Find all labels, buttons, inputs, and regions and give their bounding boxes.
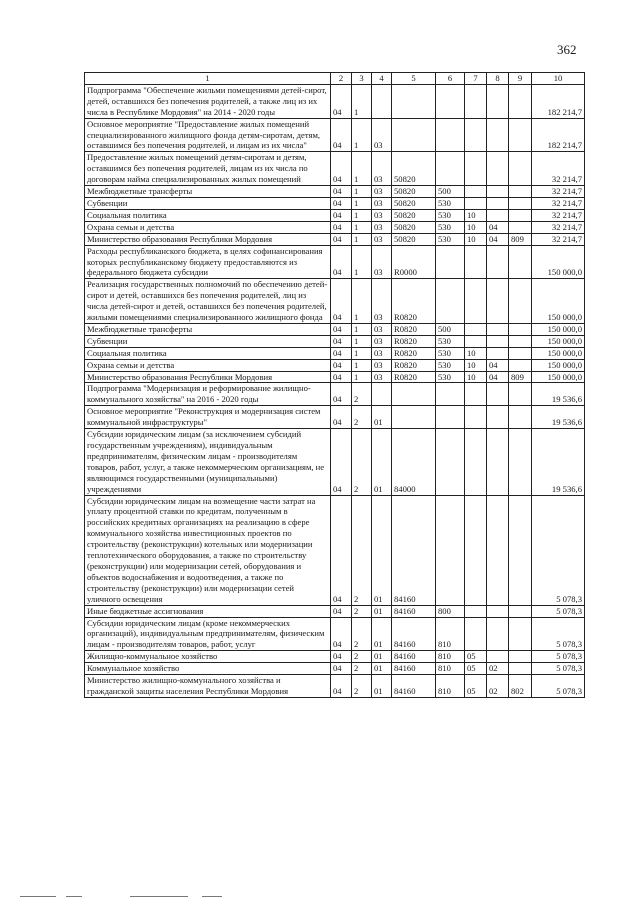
cell-code: 04	[487, 221, 509, 233]
cell-code: 03	[372, 347, 392, 359]
cell-amount: 5 078,3	[532, 663, 585, 675]
cell-code	[509, 197, 532, 209]
cell-amount: 5 078,3	[532, 617, 585, 651]
row-name: Субсидии юридическим лицам (кроме некоммерческих организаций), индивидуальным предпринимателям, физическим лицам - производителям товаров, работ, услуг	[85, 617, 331, 651]
cell-code: 04	[331, 209, 352, 221]
cell-code: 04	[487, 371, 509, 383]
cell-code: 2	[352, 383, 372, 406]
cell-code: 04	[331, 335, 352, 347]
cell-code	[436, 245, 465, 279]
column-header: 5	[392, 73, 436, 85]
cell-code: 530	[436, 359, 465, 371]
cell-code	[465, 118, 487, 152]
cell-code: 810	[436, 675, 465, 698]
cell-code	[372, 383, 392, 406]
row-name: Расходы республиканского бюджета, в целях софинансирования которых республиканскому бюджету предоставляются из федерального бюджета субсидии	[85, 245, 331, 279]
cell-code: 03	[372, 209, 392, 221]
cell-code: 04	[487, 359, 509, 371]
cell-code	[436, 118, 465, 152]
row-name: Субвенции	[85, 197, 331, 209]
cell-code: 10	[465, 359, 487, 371]
cell-code	[509, 347, 532, 359]
column-header: 8	[487, 73, 509, 85]
cell-code: 04	[331, 495, 352, 605]
column-header: 2	[331, 73, 352, 85]
cell-code: 01	[372, 617, 392, 651]
cell-code	[436, 429, 465, 495]
cell-code: 50820	[392, 233, 436, 245]
cell-code: 1	[352, 209, 372, 221]
cell-code	[436, 84, 465, 118]
row-name: Министерство образования Республики Мордовия	[85, 371, 331, 383]
table-row	[85, 197, 585, 209]
cell-amount: 150 000,0	[532, 359, 585, 371]
row-name: Социальная политика	[85, 209, 331, 221]
cell-code	[509, 152, 532, 186]
cell-code	[487, 84, 509, 118]
cell-code	[509, 186, 532, 198]
cell-code: 03	[372, 335, 392, 347]
table-row	[85, 651, 585, 663]
cell-code	[509, 335, 532, 347]
cell-code: 500	[436, 186, 465, 198]
cell-code: 04	[331, 323, 352, 335]
cell-code: 810	[436, 617, 465, 651]
cell-code: 04	[331, 617, 352, 651]
cell-code: 04	[331, 245, 352, 279]
column-header: 3	[352, 73, 372, 85]
column-header: 7	[465, 73, 487, 85]
cell-code: 530	[436, 209, 465, 221]
cell-code: 01	[372, 429, 392, 495]
row-name: Министерство жилищно-коммунального хозяйства и гражданской защиты населения Республики Мордовия	[85, 675, 331, 698]
cell-code: 1	[352, 323, 372, 335]
scan-marks	[20, 893, 320, 899]
table-row	[85, 118, 585, 152]
cell-code	[465, 495, 487, 605]
cell-code	[392, 383, 436, 406]
cell-code	[487, 429, 509, 495]
cell-code	[392, 118, 436, 152]
cell-code: 810	[436, 651, 465, 663]
column-header: 9	[509, 73, 532, 85]
cell-amount: 32 214,7	[532, 209, 585, 221]
table-row	[85, 209, 585, 221]
cell-code: 04	[331, 383, 352, 406]
cell-code: 2	[352, 617, 372, 651]
cell-code: 50820	[392, 152, 436, 186]
table-row	[85, 335, 585, 347]
cell-code: 04	[331, 406, 352, 429]
column-header: 1	[85, 73, 331, 85]
cell-code	[487, 383, 509, 406]
cell-code	[436, 406, 465, 429]
cell-code: 2	[352, 651, 372, 663]
cell-code: 2	[352, 663, 372, 675]
cell-code	[487, 245, 509, 279]
cell-code	[465, 84, 487, 118]
cell-code: 03	[372, 371, 392, 383]
cell-code	[487, 279, 509, 324]
cell-code: 2	[352, 495, 372, 605]
cell-code: 03	[372, 359, 392, 371]
cell-code: 1	[352, 245, 372, 279]
cell-code: 01	[372, 675, 392, 698]
cell-code	[509, 651, 532, 663]
cell-amount: 150 000,0	[532, 335, 585, 347]
table-row	[85, 406, 585, 429]
cell-code	[509, 118, 532, 152]
cell-code	[372, 84, 392, 118]
cell-code	[465, 406, 487, 429]
cell-code: 50820	[392, 209, 436, 221]
cell-code	[392, 84, 436, 118]
cell-code: 03	[372, 323, 392, 335]
cell-code	[509, 406, 532, 429]
table-row	[85, 221, 585, 233]
cell-code: 04	[331, 371, 352, 383]
cell-code	[436, 279, 465, 324]
cell-code	[487, 651, 509, 663]
cell-code: 04	[331, 675, 352, 698]
cell-code: 2	[352, 605, 372, 617]
cell-amount: 32 214,7	[532, 197, 585, 209]
table-row	[85, 323, 585, 335]
budget-table	[84, 72, 585, 698]
cell-code: R0820	[392, 323, 436, 335]
cell-amount: 5 078,3	[532, 605, 585, 617]
row-name: Субсидии юридическим лицам на возмещение части затрат на уплату процентной ставки по кредитам, полученным в российских кредитных организациях на реализацию в сфере коммунального хозяйства инвестиционных проектов по строительству (реконструкции) котельных или модернизации теплотехнического оборудования, а также по строительству (реконструкции) или модернизации сетей, оборудования и объектов водоснабжения и водоотведения, а также по строительству (реконструкции) или модернизации сетей уличного освещения	[85, 495, 331, 605]
cell-code	[436, 495, 465, 605]
cell-code: 01	[372, 663, 392, 675]
cell-code: 10	[465, 347, 487, 359]
cell-amount: 19 536,6	[532, 383, 585, 406]
cell-code: 1	[352, 221, 372, 233]
cell-code	[509, 209, 532, 221]
cell-code	[465, 335, 487, 347]
cell-code: 84160	[392, 663, 436, 675]
cell-code	[465, 152, 487, 186]
cell-code	[509, 323, 532, 335]
cell-code: 04	[331, 651, 352, 663]
cell-code: 50820	[392, 221, 436, 233]
table-row	[85, 383, 585, 406]
cell-code: 530	[436, 371, 465, 383]
table-row	[85, 605, 585, 617]
cell-code: 800	[436, 605, 465, 617]
cell-code: 04	[487, 233, 509, 245]
cell-amount: 150 000,0	[532, 279, 585, 324]
cell-code	[509, 359, 532, 371]
cell-code: 802	[509, 675, 532, 698]
cell-code: 84000	[392, 429, 436, 495]
cell-code	[487, 605, 509, 617]
cell-code: 04	[331, 186, 352, 198]
cell-code	[509, 429, 532, 495]
row-name: Реализация государственных полномочий по обеспечению детей-сирот и детей, оставшихся без попечения родителей, лиц из числа детей-сирот и детей, оставшихся без попечения родителей, жилыми помещениями специализированного жилищного фонда	[85, 279, 331, 324]
cell-amount: 150 000,0	[532, 371, 585, 383]
cell-amount: 5 078,3	[532, 495, 585, 605]
cell-code: 530	[436, 233, 465, 245]
cell-code	[465, 429, 487, 495]
table-row	[85, 84, 585, 118]
cell-code	[465, 323, 487, 335]
cell-code: 04	[331, 359, 352, 371]
cell-code: R0000	[392, 245, 436, 279]
cell-code	[487, 495, 509, 605]
cell-amount: 5 078,3	[532, 675, 585, 698]
cell-code: 03	[372, 197, 392, 209]
cell-code: 04	[331, 221, 352, 233]
cell-amount: 32 214,7	[532, 152, 585, 186]
cell-code: 50820	[392, 197, 436, 209]
table-row	[85, 663, 585, 675]
cell-code: 1	[352, 197, 372, 209]
cell-code: 1	[352, 359, 372, 371]
table-row	[85, 245, 585, 279]
cell-amount: 32 214,7	[532, 186, 585, 198]
cell-code: 03	[372, 221, 392, 233]
cell-code	[509, 495, 532, 605]
cell-amount: 19 536,6	[532, 406, 585, 429]
cell-code: 03	[372, 245, 392, 279]
cell-code: 1	[352, 335, 372, 347]
cell-code: 05	[465, 675, 487, 698]
cell-code: 1	[352, 118, 372, 152]
cell-code	[465, 617, 487, 651]
page-number: 362	[557, 42, 577, 57]
cell-code: R0820	[392, 347, 436, 359]
cell-code: 01	[372, 605, 392, 617]
cell-code: 84160	[392, 617, 436, 651]
cell-amount: 150 000,0	[532, 245, 585, 279]
cell-code	[465, 197, 487, 209]
row-name: Социальная политика	[85, 347, 331, 359]
table-row	[85, 429, 585, 495]
cell-code: 03	[372, 186, 392, 198]
cell-code	[509, 245, 532, 279]
table-row	[85, 359, 585, 371]
cell-code	[509, 605, 532, 617]
cell-code: 04	[331, 605, 352, 617]
cell-code: 02	[487, 663, 509, 675]
cell-code: 10	[465, 233, 487, 245]
row-name: Предоставление жилых помещений детям-сиротам и детям, оставшимся без попечения родителей, лицам из их числа по договорам найма специализированных жилых помещений	[85, 152, 331, 186]
cell-code	[465, 245, 487, 279]
row-name: Подпрограмма "Обеспечение жильми помещениями детей-сирот, детей, оставшихся без попечения родителей, а также лиц из их числа в Республике Мордовия" на 2014 - 2020 годы	[85, 84, 331, 118]
cell-amount: 182 214,7	[532, 84, 585, 118]
cell-code: 530	[436, 197, 465, 209]
cell-amount: 19 536,6	[532, 429, 585, 495]
row-name: Межбюджетные трансферты	[85, 186, 331, 198]
cell-code: 530	[436, 221, 465, 233]
cell-code: 1	[352, 186, 372, 198]
cell-code: 04	[331, 197, 352, 209]
table-row	[85, 495, 585, 605]
row-name: Субсидии юридическим лицам (за исключением субсидий государственным учреждениям), индивидуальным предпринимателям, физическим лицам - производителям товаров, работ, услуг, а также некоммерческим организациям, не являющимся государственными (муниципальными) учреждениями	[85, 429, 331, 495]
cell-code: 2	[352, 406, 372, 429]
cell-amount: 182 214,7	[532, 118, 585, 152]
cell-code	[509, 663, 532, 675]
row-name: Межбюджетные трансферты	[85, 323, 331, 335]
table-row	[85, 675, 585, 698]
row-name: Коммунальное хозяйство	[85, 663, 331, 675]
cell-code	[465, 605, 487, 617]
cell-code	[509, 279, 532, 324]
column-header: 10	[532, 73, 585, 85]
cell-code: 02	[487, 675, 509, 698]
cell-code: 809	[509, 371, 532, 383]
cell-code: 04	[331, 84, 352, 118]
cell-code: 04	[331, 347, 352, 359]
cell-amount: 32 214,7	[532, 221, 585, 233]
row-name: Основное мероприятие "Предоставление жилых помещений специализированного жилищного фонда детям-сиротам, детям, оставшимся без попечения родителей, и лицам из их числа"	[85, 118, 331, 152]
row-name: Иные бюджетные ассигнования	[85, 605, 331, 617]
cell-code: 05	[465, 651, 487, 663]
cell-code: 2	[352, 429, 372, 495]
cell-code: 10	[465, 221, 487, 233]
cell-code: 2	[352, 675, 372, 698]
cell-code	[487, 197, 509, 209]
cell-code: R0820	[392, 359, 436, 371]
cell-code: 01	[372, 406, 392, 429]
cell-amount: 150 000,0	[532, 347, 585, 359]
table-row	[85, 152, 585, 186]
cell-code: 04	[331, 152, 352, 186]
cell-code: 01	[372, 651, 392, 663]
cell-code: 1	[352, 371, 372, 383]
cell-code: R0820	[392, 371, 436, 383]
cell-amount: 32 214,7	[532, 233, 585, 245]
cell-amount: 5 078,3	[532, 651, 585, 663]
cell-code	[436, 152, 465, 186]
cell-code	[465, 186, 487, 198]
cell-code	[487, 406, 509, 429]
cell-code: 500	[436, 323, 465, 335]
cell-code: 04	[331, 279, 352, 324]
cell-code: 04	[331, 233, 352, 245]
cell-code: 03	[372, 118, 392, 152]
cell-code: 03	[372, 279, 392, 324]
table-row	[85, 347, 585, 359]
row-name: Жилищно-коммунальное хозяйство	[85, 651, 331, 663]
cell-code	[487, 209, 509, 221]
table-row	[85, 186, 585, 198]
table-row	[85, 371, 585, 383]
cell-code	[509, 221, 532, 233]
cell-code: 10	[465, 371, 487, 383]
cell-code: 1	[352, 233, 372, 245]
cell-code: 810	[436, 663, 465, 675]
row-name: Министерство образования Республики Мордовия	[85, 233, 331, 245]
cell-code: 1	[352, 84, 372, 118]
header-row	[85, 73, 585, 85]
row-name: Субвенции	[85, 335, 331, 347]
cell-code: 05	[465, 663, 487, 675]
cell-code: 809	[509, 233, 532, 245]
cell-code: 03	[372, 233, 392, 245]
cell-code: 84160	[392, 495, 436, 605]
cell-code	[509, 84, 532, 118]
cell-code: 01	[372, 495, 392, 605]
cell-code: 84160	[392, 605, 436, 617]
cell-code	[487, 118, 509, 152]
cell-code	[465, 279, 487, 324]
cell-code	[509, 383, 532, 406]
cell-code: 10	[465, 209, 487, 221]
row-name: Подпрограмма "Модернизация и реформирование жилищно-коммунального хозяйства" на 2016 - 2020 годы	[85, 383, 331, 406]
table-row	[85, 279, 585, 324]
cell-code: 1	[352, 279, 372, 324]
cell-code	[465, 383, 487, 406]
cell-code: 530	[436, 347, 465, 359]
cell-code	[487, 617, 509, 651]
cell-code: 84160	[392, 651, 436, 663]
cell-code	[487, 323, 509, 335]
cell-code: R0820	[392, 279, 436, 324]
row-name: Охрана семьи и детства	[85, 359, 331, 371]
cell-code: 1	[352, 347, 372, 359]
row-name: Охрана семьи и детства	[85, 221, 331, 233]
cell-code: R0820	[392, 335, 436, 347]
cell-amount: 150 000,0	[532, 323, 585, 335]
column-header: 6	[436, 73, 465, 85]
cell-code: 04	[331, 118, 352, 152]
cell-code	[509, 617, 532, 651]
column-header: 4	[372, 73, 392, 85]
cell-code: 1	[352, 152, 372, 186]
cell-code	[436, 383, 465, 406]
cell-code: 84160	[392, 675, 436, 698]
cell-code	[487, 152, 509, 186]
cell-code	[487, 347, 509, 359]
row-name: Основное мероприятие "Реконструкция и модернизация систем коммунальной инфраструктуры"	[85, 406, 331, 429]
cell-code: 50820	[392, 186, 436, 198]
cell-code: 04	[331, 663, 352, 675]
cell-code: 530	[436, 335, 465, 347]
table-row	[85, 617, 585, 651]
cell-code	[487, 335, 509, 347]
cell-code: 04	[331, 429, 352, 495]
table-row	[85, 233, 585, 245]
cell-code: 03	[372, 152, 392, 186]
cell-code	[487, 186, 509, 198]
cell-code	[392, 406, 436, 429]
